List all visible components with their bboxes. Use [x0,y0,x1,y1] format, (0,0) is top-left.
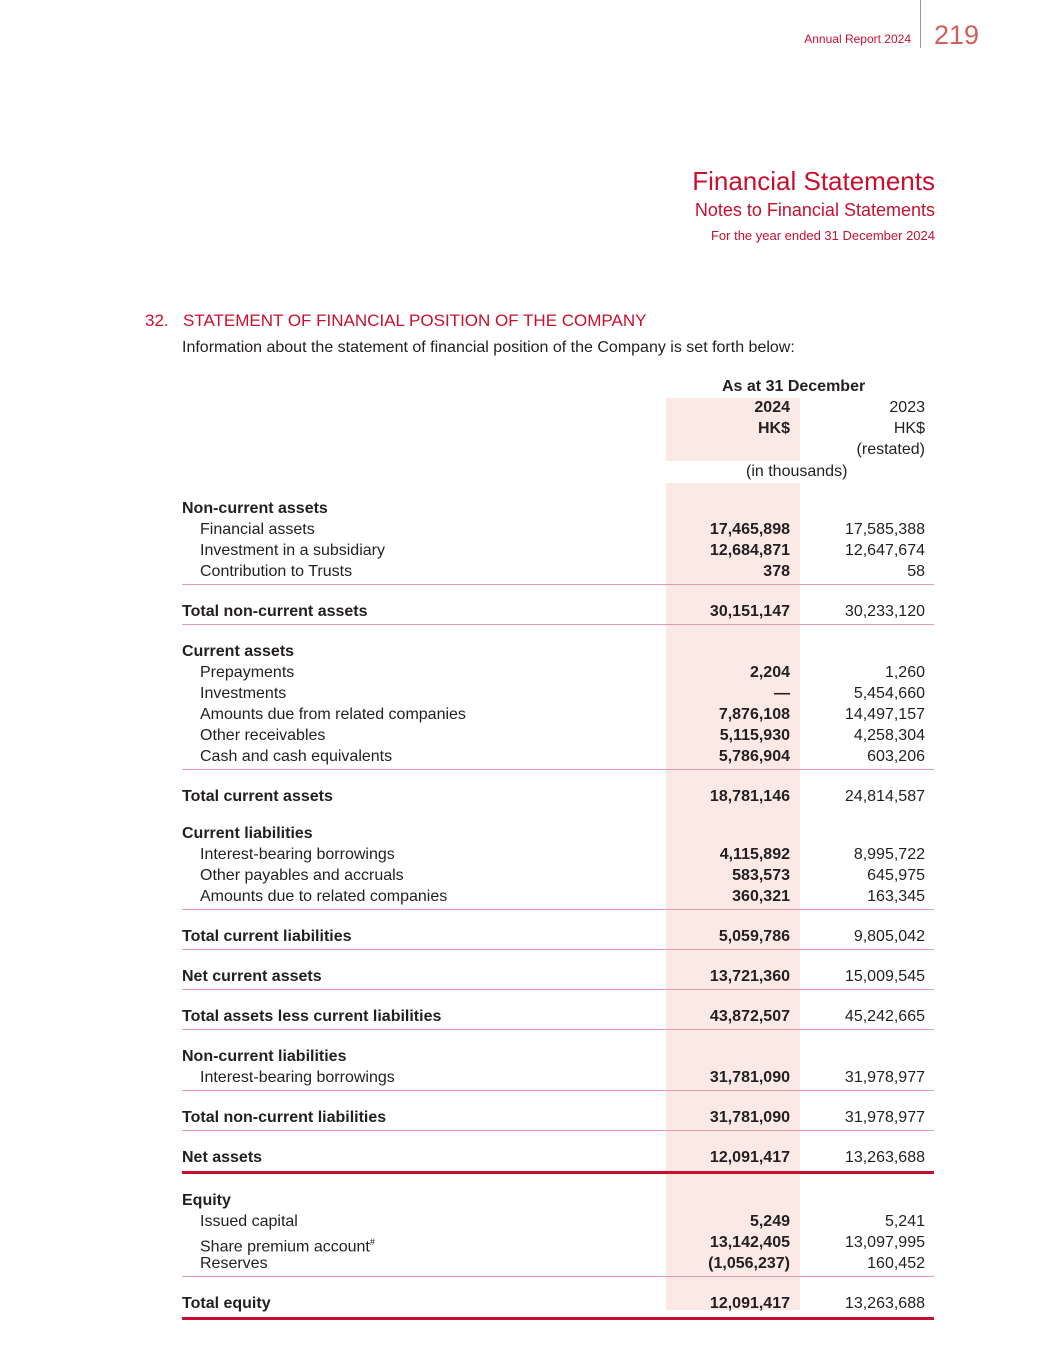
row-label-text: Equity [182,1192,231,1209]
row-label-text: Current assets [182,643,295,660]
header-divider [920,0,921,48]
period-label: For the year ended 31 December 2024 [710,228,935,243]
value-2024: 5,115,930 [719,727,790,744]
col-2024-year: 2024 [754,399,790,416]
section-number: 32. [145,311,169,330]
row-label [182,1107,386,1128]
col-2023-year: 2023 [889,399,925,416]
section-title: STATEMENT OF FINANCIAL POSITION OF THE COMPANY [183,311,647,330]
value-2023: 9,805,042 [853,928,925,945]
table-row [182,662,934,683]
table-total-row [182,1006,934,1030]
row-label [182,786,333,807]
value-2023: 163,345 [867,888,925,905]
table-row [182,725,934,746]
row-label [200,725,325,746]
row-label-text: Net assets [182,1149,263,1166]
row-label [182,926,352,947]
section-intro: Information about the statement of financial position of the Company is set forth below: [182,339,795,356]
table-row [182,519,934,540]
value-2024: 12,091,417 [709,1149,790,1166]
row-label-text: Interest-bearing borrowings [200,1069,395,1086]
table-row [182,1232,934,1256]
value-2023: 603,206 [867,748,925,765]
row-label-text: Total equity [182,1295,271,1312]
table-row [182,561,934,585]
row-label-text: Non-current assets [182,500,328,517]
row-label-text: Total non-current liabilities [182,1109,387,1126]
table-section-heading [182,1190,934,1211]
row-label [182,1147,262,1168]
table-section-heading [182,641,934,662]
row-label-text: Reserves [200,1255,268,1272]
value-2024: 30,151,147 [709,603,790,620]
row-label-text: Issued capital [200,1213,298,1230]
value-2023: 4,258,304 [853,727,925,744]
row-label-text: Cash and cash equivalents [200,748,393,765]
running-header: Annual Report 2024 [804,32,911,46]
value-2023: 12,647,674 [844,542,925,559]
value-2023: 160,452 [867,1255,925,1272]
value-2023: 58 [907,563,925,580]
row-label-text: Amounts due from related companies [200,706,466,723]
table-row [182,683,934,704]
page-subtitle: Notes to Financial Statements [694,200,935,220]
value-2024: — [774,685,790,702]
value-2023: 1,260 [884,664,925,681]
value-2024: 17,465,898 [709,521,790,538]
value-2024: 583,573 [732,867,790,884]
row-label-text: Total current liabilities [182,928,352,945]
value-2024: 43,872,507 [709,1008,790,1025]
row-label [182,498,328,519]
row-label [200,746,392,767]
value-2023: 13,263,688 [844,1149,925,1166]
value-2023: 14,497,157 [844,706,925,723]
value-2023: 13,263,688 [844,1295,925,1312]
value-2024: 12,684,871 [709,542,790,559]
group-header: As at 31 December [722,378,866,395]
row-label-text: Other receivables [200,727,326,744]
value-2024: 7,876,108 [718,706,790,723]
table-row [182,1211,934,1232]
value-2024: (1,056,237) [708,1255,790,1272]
value-2024: 4,115,892 [719,846,790,863]
table-total-row [182,926,934,950]
value-2023: 13,097,995 [844,1234,925,1251]
row-label-text: Contribution to Trusts [200,563,353,580]
row-label-text: Total current assets [182,788,333,805]
col-2023-note: (restated) [856,441,925,458]
row-label [182,601,368,622]
row-label-text: Share premium account [200,1238,370,1256]
table-total-row [182,1107,934,1131]
row-label [200,704,466,725]
value-2023: 15,009,545 [844,968,925,985]
row-label [200,662,294,683]
row-label [182,1046,346,1067]
value-2023: 645,975 [867,867,925,884]
table-row [182,865,934,886]
row-label-text: Investments [200,685,287,702]
table-total-row [182,786,934,807]
value-2024: 12,091,417 [709,1295,790,1312]
row-label-text: Other payables and accruals [200,867,404,884]
row-label [182,966,322,987]
col-2024-currency: HK$ [757,420,790,437]
table-total-row [182,1293,934,1320]
footnote-mark: # [369,1237,375,1247]
value-2023: 31,978,977 [844,1109,925,1126]
row-label [200,886,447,907]
row-label [200,519,315,540]
row-label [200,683,286,704]
row-label-text: Total assets less current liabilities [182,1008,442,1025]
row-label-text: Investment in a subsidiary [200,542,385,559]
row-label [200,1211,298,1232]
table-total-row [182,601,934,625]
row-label [200,1253,268,1274]
table-row [182,844,934,865]
value-2023: 45,242,665 [844,1008,925,1025]
row-label-text: Financial assets [200,521,315,538]
financial-position-table [182,498,934,1320]
value-2024: 31,781,090 [709,1069,790,1086]
value-2023: 5,454,660 [853,685,925,702]
value-2023: 31,978,977 [844,1069,925,1086]
table-total-row [182,1147,934,1174]
value-2024: 378 [763,563,790,580]
table-section-heading [182,823,934,844]
value-2024: 13,721,360 [709,968,790,985]
page-number: 219 [934,20,980,50]
table-row [182,1253,934,1277]
table-row [182,746,934,770]
value-2024: 13,142,405 [709,1234,790,1251]
table-row [182,1067,934,1091]
row-label [182,823,313,844]
row-label-text: Prepayments [200,664,295,681]
value-2024: 31,781,090 [709,1109,790,1126]
value-2023: 8,995,722 [853,846,925,863]
row-label [200,540,385,561]
section-heading [145,311,646,331]
row-label-text: Total non-current assets [182,603,368,620]
table-row [182,540,934,561]
table-row [182,886,934,910]
row-label-text: Non-current liabilities [182,1048,347,1065]
row-label-text: Current liabilities [182,825,313,842]
value-2024: 5,249 [749,1213,790,1230]
col-2023-currency: HK$ [893,420,925,437]
value-2024: 18,781,146 [709,788,790,805]
row-label [182,641,294,662]
row-label-text: Interest-bearing borrowings [200,846,395,863]
row-label [182,1190,231,1211]
row-label [200,844,395,865]
row-label [200,561,352,582]
row-label [200,865,404,886]
table-section-heading [182,498,934,519]
value-2024: 5,786,904 [718,748,790,765]
value-2024: 2,204 [749,664,790,681]
value-2024: 360,321 [732,888,790,905]
value-2024: 5,059,786 [718,928,790,945]
units-label: (in thousands) [746,463,848,480]
table-section-heading [182,1046,934,1067]
row-label-text: Amounts due to related companies [200,888,448,905]
table-row [182,704,934,725]
value-2023: 24,814,587 [844,788,925,805]
value-2023: 5,241 [884,1213,925,1230]
value-2023: 30,233,120 [844,603,925,620]
table-total-row [182,966,934,990]
row-label-text: Net current assets [182,968,322,985]
row-label [200,1067,395,1088]
page-title: Financial Statements [692,166,935,196]
row-label [182,1293,271,1314]
row-label [182,1006,441,1027]
value-2023: 17,585,388 [844,521,925,538]
